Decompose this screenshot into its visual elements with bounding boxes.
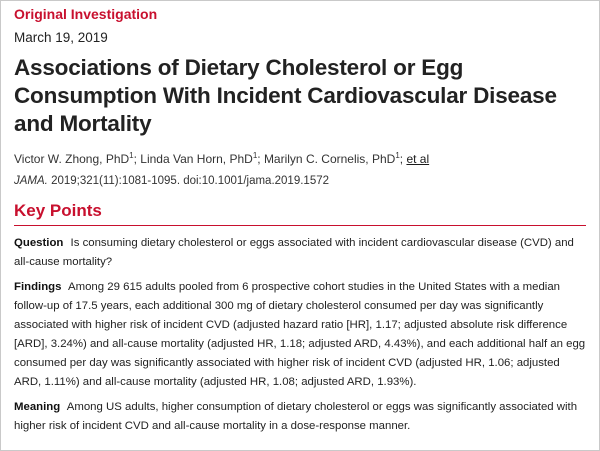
et-al-link[interactable]: et al — [406, 152, 430, 166]
key-point-label: Findings — [14, 281, 62, 293]
author-name[interactable]: Marilyn C. Cornelis, PhD — [263, 152, 396, 166]
key-point-label: Question — [14, 237, 64, 249]
key-point-findings — [14, 278, 586, 392]
citation-details: 2019;321(11):1081-1095. doi:10.1001/jama.2019.1572 — [47, 175, 330, 187]
journal-name: JAMA. — [14, 175, 48, 187]
author-name[interactable]: Victor W. Zhong, PhD — [14, 152, 130, 166]
key-point-meaning — [14, 398, 586, 436]
citation — [14, 172, 586, 190]
key-point-text: Is consuming dietary cholesterol or eggs associated with incident cardiovascular disease (CVD) and all-cause mortality? — [14, 237, 574, 268]
author-name[interactable]: Linda Van Horn, PhD — [140, 152, 253, 166]
key-point-text: Among 29 615 adults pooled from 6 prospective cohort studies in the United States with a median follow-up of 17.5 years, each additional 300 mg of dietary cholesterol consumed per day was significantly associated with higher risk of incident CVD (adjusted hazard ratio [HR], 1.17; adjusted absolute risk difference [ARD], 3.24%) and all-cause mortality (adjusted HR, 1.18; adjusted ARD, 4.43%), and each additional half an egg consumed per day was significantly associated with higher risk of incident CVD (adjusted HR, 1.06; adjusted ARD, 1.11%) and all-cause mortality (adjusted HR, 1.08; adjusted ARD, 1.93%). — [14, 281, 586, 388]
article-header — [14, 4, 586, 436]
author-list: Victor W. Zhong, PhD$^1$; Linda Van Horn, PhD$^1$; Marilyn C. Cornelis, PhD$^1$; et al — [14, 151, 430, 166]
author-affiliation: 1 — [395, 151, 400, 160]
author-affiliation: 1 — [129, 151, 134, 160]
author-affiliation: 1 — [252, 151, 258, 160]
key-point-label: Meaning — [14, 401, 61, 413]
key-point-question — [14, 234, 586, 272]
article-title: Associations of Dietary Cholesterol or Egg Consumption With Incident Cardiovascular Disease and Mortality — [14, 55, 557, 136]
publication-date: March 19, 2019 — [14, 30, 108, 45]
section-label: Original Investigation — [14, 6, 158, 22]
key-points-header: Key Points — [14, 200, 586, 226]
key-point-text: Among US adults, higher consumption of dietary cholesterol or eggs was significantly associated with higher risk of incident CVD and all-cause mortality in a dose-response manner. — [14, 401, 578, 432]
